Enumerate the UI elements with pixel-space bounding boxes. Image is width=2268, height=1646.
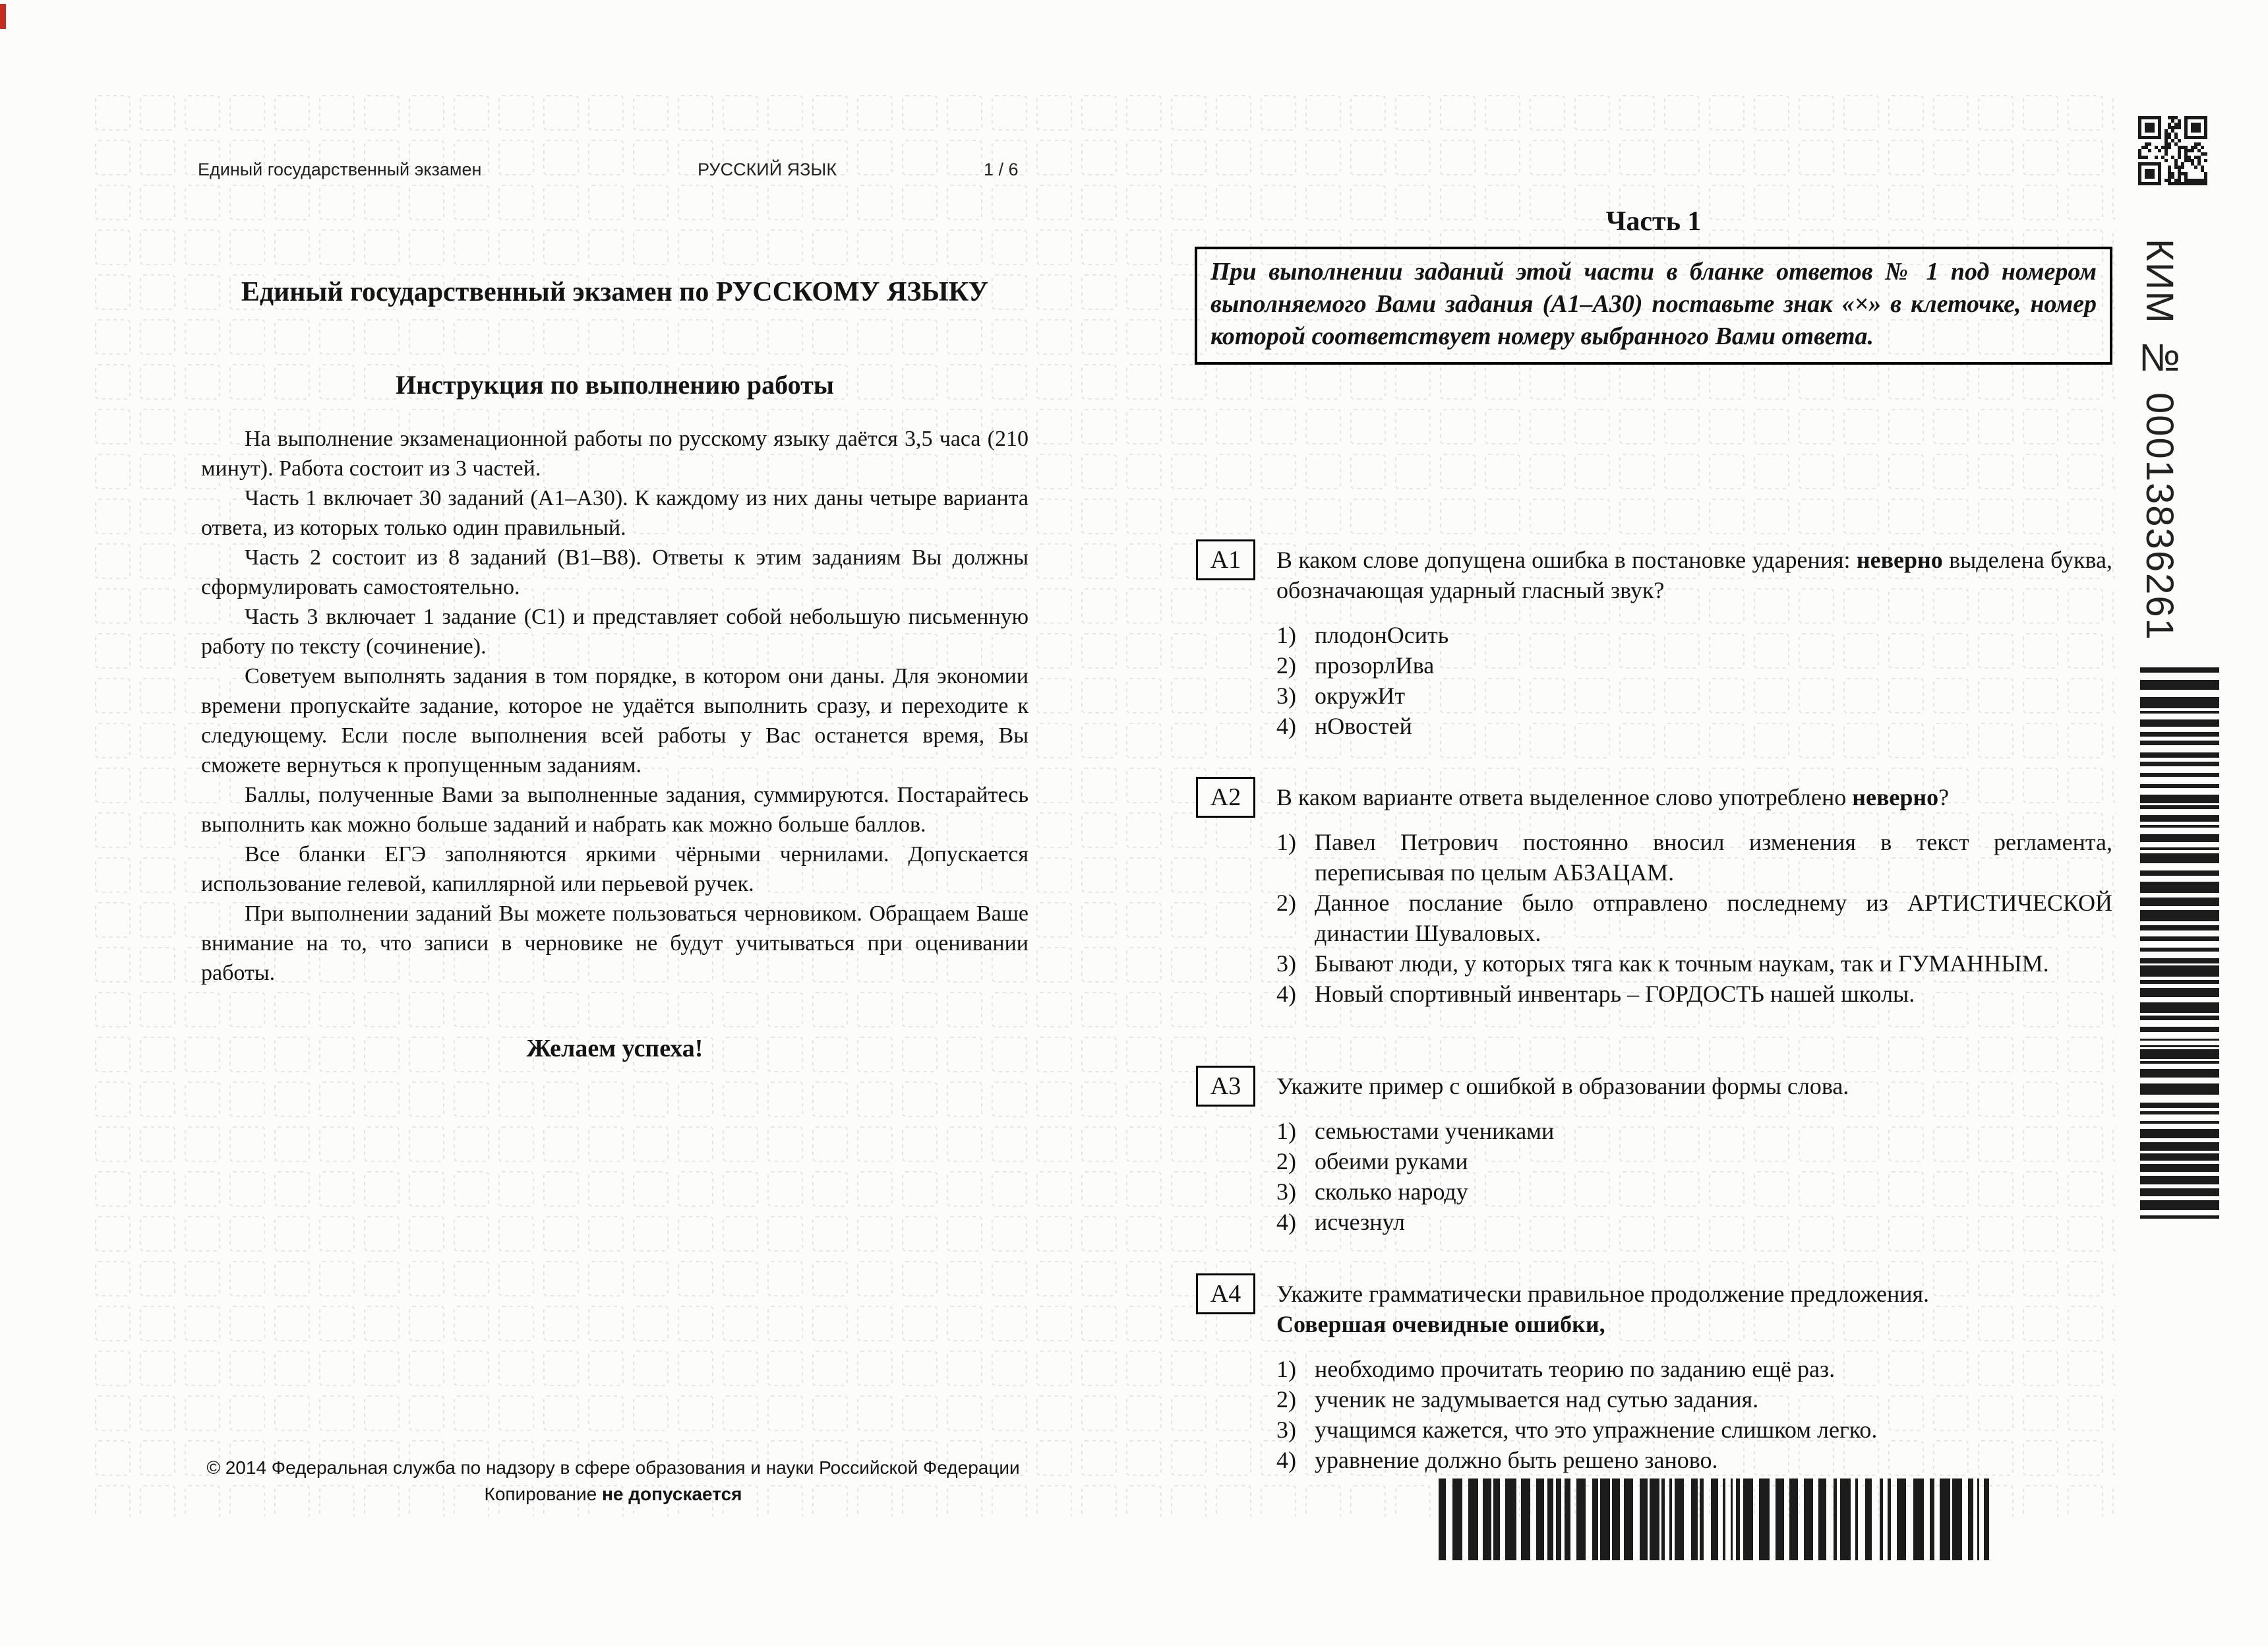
option-text: Павел Петрович постоянно вносил изменения в текст регламента, переписывая по целым АБЗАЦАМ. — [1315, 829, 2112, 886]
option-text: нОвостей — [1315, 713, 1412, 739]
question-body — [1276, 1279, 2112, 1475]
option-text: сколько народу — [1315, 1178, 1468, 1205]
option-number: 3) — [1276, 1178, 1296, 1205]
question-block — [1195, 1071, 2112, 1237]
question-body — [1276, 545, 2112, 741]
option-text: необходимо прочитать теорию по заданию ещё раз. — [1315, 1356, 1835, 1382]
option-number: 1) — [1276, 1356, 1296, 1382]
option-text: ученик не задумывается над сутью задания. — [1315, 1386, 1759, 1413]
question-text: В каком слове допущена ошибка в постановке ударения: неверно выделена буква, обозначающая ударный гласный звук? — [1276, 547, 2112, 603]
option-number: 4) — [1276, 981, 1296, 1007]
option-number: 2) — [1276, 652, 1296, 679]
option-text: окружИт — [1315, 683, 1406, 709]
option-number: 2) — [1276, 890, 1296, 916]
option-number: 3) — [1276, 1417, 1296, 1443]
instructions-heading: Инструкция по выполнению работы — [396, 370, 834, 400]
instruction-paragraph: Все бланки ЕГЭ заполняются яркими чёрными чернилами. Допускается использование гелевой, капиллярной или перьевой ручек. — [201, 842, 1029, 897]
good-luck-line: Желаем успеха! — [526, 1035, 703, 1063]
option-text: Данное послание было отправлено последнему из АРТИСТИЧЕСКОЙ династии Шуваловых. — [1315, 890, 2112, 946]
page-header — [198, 160, 1029, 183]
option-number: 3) — [1276, 950, 1296, 977]
question-text: Укажите грамматически правильное продолжение предложения. — [1276, 1281, 1930, 1307]
copy-restriction-line — [185, 1481, 1042, 1508]
question-id: А2 — [1210, 783, 1241, 811]
page-footer — [185, 1455, 1042, 1508]
option-text: Бывают люди, у которых тяга как к точным наукам, так и ГУМАННЫМ. — [1315, 950, 2049, 977]
question-id: А4 — [1210, 1280, 1241, 1308]
option-text: уравнение должно быть решено заново. — [1315, 1447, 1718, 1473]
answer-option — [1276, 620, 2112, 650]
bottom-barcode — [1439, 1478, 1990, 1560]
answer-option — [1276, 1445, 2112, 1475]
instruction-paragraph: На выполнение экзаменационной работы по русскому языку даётся 3,5 часа (210 минут). Работа состоит из 3 частей. — [201, 427, 1029, 481]
option-number: 1) — [1276, 829, 1296, 855]
question-body — [1276, 782, 2112, 1009]
copyright-line: © 2014 Федеральная служба по надзору в сфере образования и науки Российской Федерации — [206, 1457, 1020, 1478]
answer-option — [1276, 1354, 2112, 1384]
option-text: учащимся кажется, что это упражнение слишком легко. — [1315, 1417, 1878, 1443]
question-body — [1276, 1071, 2112, 1237]
copy-note-prefix: Копирование — [484, 1484, 602, 1504]
part-instruction-box: При выполнении заданий этой части в бланке ответов № 1 под номером выполняемого Вами задания (А1–А30) поставьте знак «×» в клеточке, номер которой соответствует номеру выбранного Вами ответа. — [1195, 247, 2112, 365]
answer-option — [1276, 1415, 2112, 1445]
answer-option — [1276, 650, 2112, 681]
instruction-paragraph: Часть 1 включает 30 заданий (А1–А30). К каждому из них даны четыре варианта ответа, из которых только один правильный. — [201, 486, 1029, 541]
question-block — [1195, 782, 2112, 1009]
option-text: исчезнул — [1315, 1209, 1405, 1235]
left-column — [201, 276, 1029, 1063]
document-title: Единый государственный экзамен по РУССКОМУ ЯЗЫКУ — [241, 277, 989, 307]
question-bold-line: Совершая очевидные ошибки, — [1276, 1311, 1605, 1337]
kim-vertical-barcode — [2140, 667, 2219, 1219]
answer-option — [1276, 1207, 2112, 1237]
options-list — [1276, 1354, 2112, 1475]
question-text: В каком варианте ответа выделенное слово употреблено неверно? — [1276, 784, 1950, 810]
options-list — [1276, 827, 2112, 1009]
option-number: 2) — [1276, 1386, 1296, 1413]
question-id-box — [1196, 1066, 1255, 1107]
question-id-box — [1196, 777, 1255, 818]
question-block — [1195, 1279, 2112, 1475]
option-number: 4) — [1276, 1209, 1296, 1235]
question-block — [1195, 545, 2112, 741]
answer-option — [1276, 827, 2112, 888]
option-number: 2) — [1276, 1148, 1296, 1174]
header-exam-label: Единый государственный экзамен — [198, 160, 482, 179]
option-text: прозорлИва — [1315, 652, 1435, 679]
option-number: 1) — [1276, 1118, 1296, 1144]
instruction-paragraph: При выполнении заданий Вы можете пользоваться черновиком. Обращаем Ваше внимание на то, что записи в черновике не будут учитываться при оценивании работы. — [201, 901, 1029, 986]
instruction-paragraph: Часть 2 состоит из 8 заданий (В1–В8). Ответы к этим заданиям Вы должны сформулировать самостоятельно. — [201, 545, 1029, 600]
header-subject-label: РУССКИЙ ЯЗЫК — [698, 160, 837, 179]
qr-code — [2138, 116, 2207, 185]
question-id-box — [1196, 539, 1255, 580]
option-number: 4) — [1276, 713, 1296, 739]
kim-number: КИМ № 00013836261 — [2138, 239, 2181, 641]
option-text: плодонОсить — [1315, 622, 1449, 648]
options-list — [1276, 620, 2112, 741]
option-number: 4) — [1276, 1447, 1296, 1473]
question-id: А1 — [1210, 546, 1241, 574]
options-list — [1276, 1116, 2112, 1237]
part-heading: Часть 1 — [1605, 206, 1702, 237]
answer-option — [1276, 1176, 2112, 1207]
question-text: Укажите пример с ошибкой в образовании формы слова. — [1276, 1073, 1849, 1099]
answer-option — [1276, 1116, 2112, 1146]
scan-edge-artifact — [0, 4, 6, 29]
instruction-paragraph: Советуем выполнять задания в том порядке, в котором они даны. Для экономии времени пропускайте задание, которое не удаётся выполнить сразу, и переходите к следующему. Если после выполнения всей работы у Вас останется время, Вы сможете вернуться к пропущенным заданиям. — [201, 664, 1029, 778]
answer-option — [1276, 888, 2112, 948]
option-text: Новый спортивный инвентарь – ГОРДОСТЬ нашей школы. — [1315, 981, 1915, 1007]
answer-option — [1276, 1146, 2112, 1176]
question-id-box — [1196, 1273, 1255, 1314]
option-text: семьюстами учениками — [1315, 1118, 1555, 1144]
answer-option — [1276, 681, 2112, 711]
answer-option — [1276, 948, 2112, 979]
question-id: А3 — [1210, 1072, 1241, 1100]
instruction-paragraph: Часть 3 включает 1 задание (С1) и представляет собой небольшую письменную работу по тексту (сочинение). — [201, 605, 1029, 659]
answer-option — [1276, 1384, 2112, 1415]
option-number: 1) — [1276, 622, 1296, 648]
instructions-text — [201, 424, 1029, 988]
copy-note-bold: не допускается — [601, 1484, 742, 1504]
right-column — [1195, 206, 2112, 1473]
option-text: обеими руками — [1315, 1148, 1468, 1174]
header-page-number: 1 / 6 — [984, 160, 1019, 179]
answer-option — [1276, 711, 2112, 741]
option-number: 3) — [1276, 683, 1296, 709]
instruction-paragraph: Баллы, полученные Вами за выполненные задания, суммируются. Постарайтесь выполнить как можно больше заданий и набрать как можно больше баллов. — [201, 783, 1029, 838]
answer-option — [1276, 979, 2112, 1009]
